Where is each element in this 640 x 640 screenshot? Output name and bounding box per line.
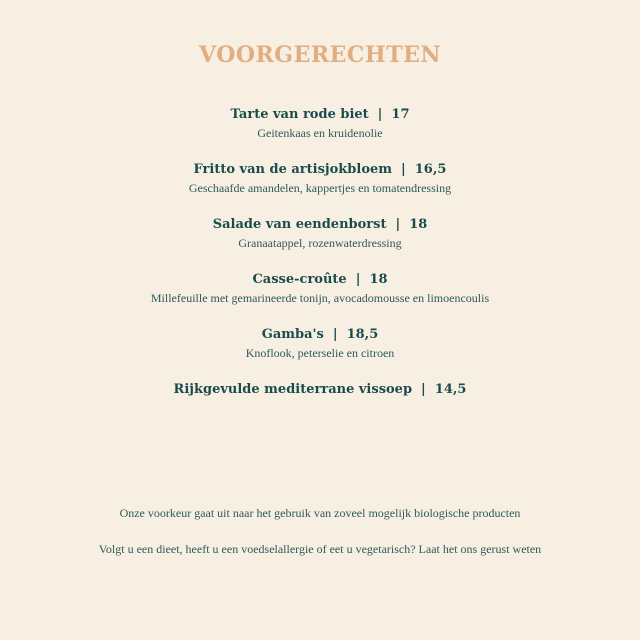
dish-price: 18 <box>369 272 388 287</box>
dish-price: 16,5 <box>414 162 447 177</box>
dish-name: Rijkgevulde mediterrane vissoep <box>173 382 413 397</box>
dish-item <box>0 216 640 252</box>
dish-item <box>0 381 640 399</box>
dish-price: 14,5 <box>434 382 467 397</box>
dish-price: 17 <box>391 107 410 122</box>
price-separator: | <box>355 272 361 287</box>
price-separator: | <box>377 107 383 122</box>
dish-list <box>0 106 640 418</box>
dish-description: Millefeuille met gemarineerde tonijn, avocadomousse en limoencoulis <box>150 291 490 305</box>
dish-name: Casse-croûte <box>252 272 347 287</box>
diet-note: Volgt u een dieet, heeft u een voedselallergie of eet u vegetarisch? Laat het ons gerust weten <box>98 542 542 556</box>
dish-name: Tarte van rode biet <box>230 107 369 122</box>
dish-price: 18,5 <box>346 327 379 342</box>
organic-note: Onze voorkeur gaat uit naar het gebruik van zoveel mogelijk biologische producten <box>119 506 521 520</box>
dish-name: Salade van eendenborst <box>212 217 387 232</box>
dish-name: Gamba's <box>261 327 324 342</box>
price-separator: | <box>401 162 406 177</box>
price-separator: | <box>332 327 338 342</box>
dish-price: 18 <box>409 217 428 232</box>
dish-description: Granaatappel, rozenwaterdressing <box>238 236 402 250</box>
price-separator: | <box>395 217 401 232</box>
dish-item <box>0 326 640 362</box>
dish-description: Geschaafde amandelen, kappertjes en tomatendressing <box>188 181 452 195</box>
price-separator: | <box>421 382 426 397</box>
section-title: VOORGERECHTEN <box>199 42 441 68</box>
dish-item <box>0 106 640 142</box>
dish-item <box>0 161 640 197</box>
dish-description: Geitenkaas en kruidenolie <box>257 126 383 140</box>
dish-description: Knoflook, peterselie en citroen <box>245 346 395 360</box>
dish-item <box>0 271 640 307</box>
dish-name: Fritto van de artisjokbloem <box>193 162 393 177</box>
